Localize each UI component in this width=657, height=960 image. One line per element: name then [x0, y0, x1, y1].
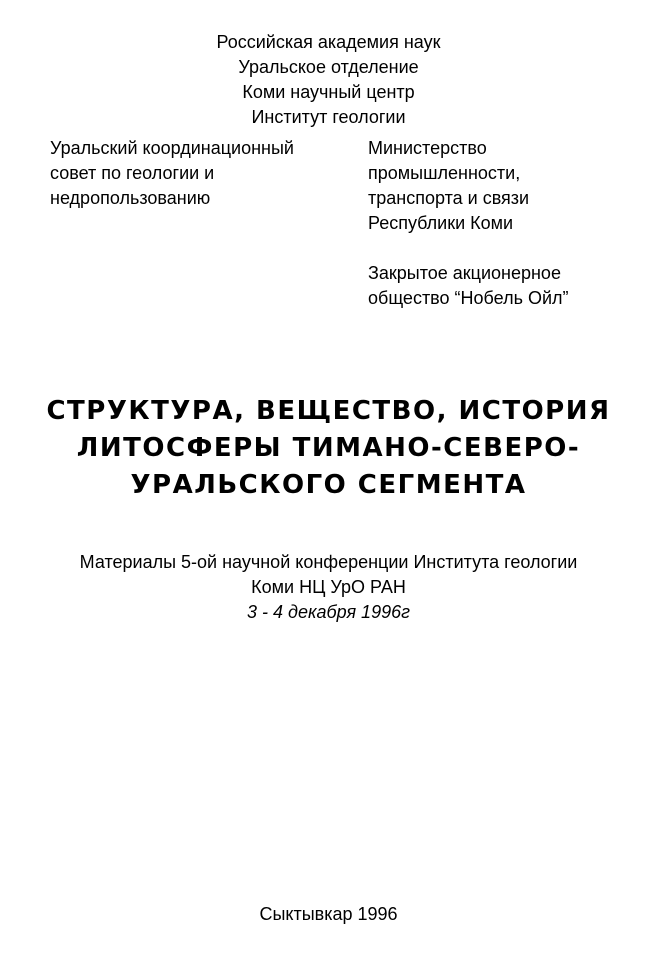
sponsors	[368, 136, 638, 311]
conference-date: 3 - 4 декабря 1996г	[247, 602, 410, 622]
council-line: Уральский координационный	[50, 138, 294, 158]
org-komi-center: Коми научный центр	[242, 82, 415, 102]
title-line: СТРУКТУРА, ВЕЩЕСТВО, ИСТОРИЯ	[46, 396, 611, 426]
coordination-council	[50, 136, 350, 211]
conference-materials: Материалы 5-ой научной конференции Института геологии	[79, 552, 578, 572]
ministry-line: промышленности,	[368, 163, 521, 183]
org-institute: Институт геологии	[251, 107, 406, 127]
spacer	[368, 236, 638, 261]
org-ural-branch: Уральское отделение	[238, 57, 419, 77]
document-title	[0, 393, 657, 504]
conference-info	[0, 550, 657, 625]
ministry-line: транспорта и связи	[368, 188, 530, 208]
company-line: общество “Нобель Ойл”	[368, 288, 569, 308]
conference-organization: Коми НЦ УрО РАН	[251, 577, 406, 597]
council-line: недропользованию	[50, 188, 211, 208]
ministry-line: Республики Коми	[368, 213, 514, 233]
organization-header	[0, 30, 657, 130]
ministry-line: Министерство	[368, 138, 487, 158]
council-line: совет по геологии и	[50, 163, 215, 183]
org-academy: Российская академия наук	[216, 32, 441, 52]
title-line: УРАЛЬСКОГО СЕГМЕНТА	[130, 470, 527, 500]
title-line: ЛИТОСФЕРЫ ТИМАНО-СЕВЕРО-	[76, 433, 581, 463]
company-line: Закрытое акционерное	[368, 263, 561, 283]
publication-place-year: Сыктывкар 1996	[259, 904, 398, 924]
